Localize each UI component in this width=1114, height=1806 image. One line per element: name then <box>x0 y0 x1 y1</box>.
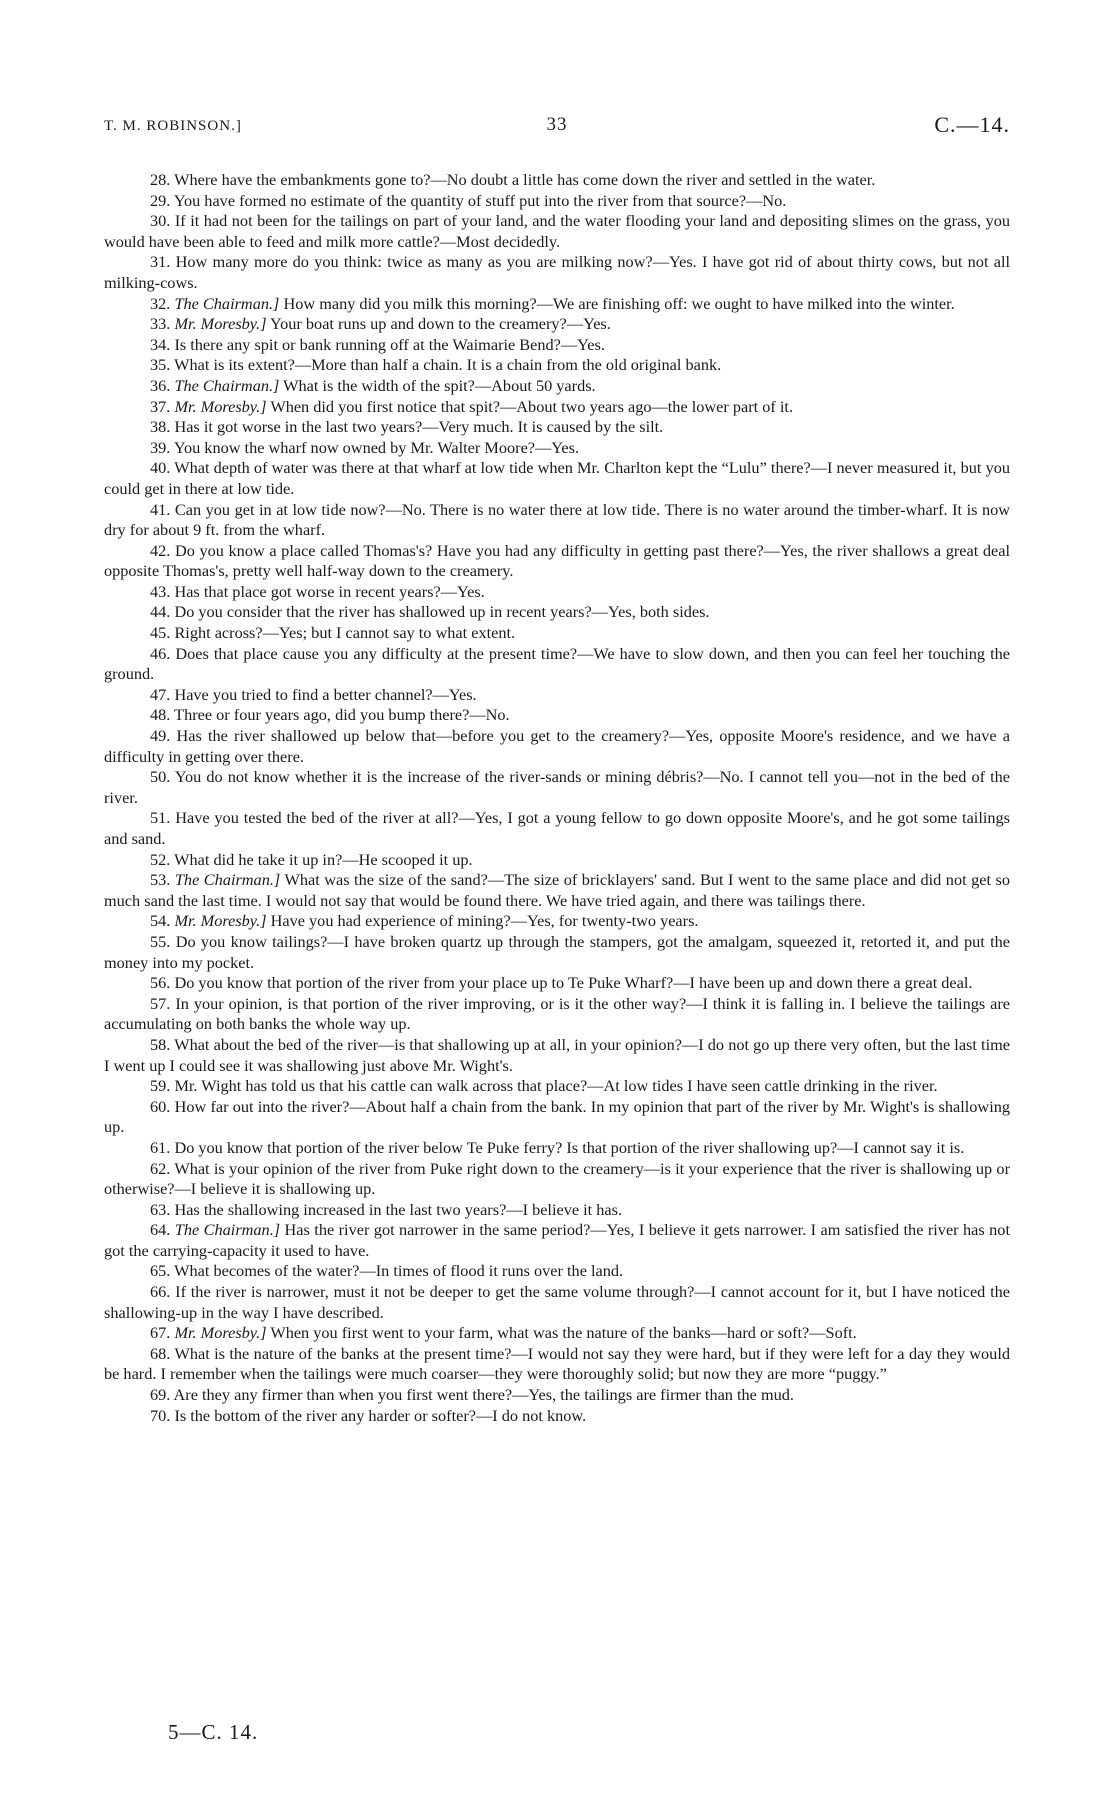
qa-entry <box>104 582 1010 603</box>
question-answer-text: Has the river got narrower in the same period?—Yes, I believe it gets narrower. I am satisfied the river has not got the carrying-capacity it used to have. <box>104 1220 1010 1260</box>
question-number: 33. <box>150 314 171 334</box>
question-answer-text: How far out into the river?—About half a chain from the bank. In my opinion that part of the river by Mr. Wight's is shallowing up. <box>104 1096 1010 1137</box>
question-answer-text: When did you first notice that spit?—About two years ago—the lower part of it. <box>270 396 794 416</box>
qa-entry <box>104 808 1010 849</box>
question-answer-text: Has the shallowing increased in the last two years?—I believe it has. <box>174 1199 623 1219</box>
page-header <box>104 112 1010 142</box>
question-number: 59. <box>150 1076 171 1096</box>
qa-entry <box>104 294 1010 315</box>
qa-entry <box>104 1385 1010 1406</box>
qa-entry <box>104 1097 1010 1138</box>
question-number: 70. <box>150 1405 171 1425</box>
qa-entry <box>104 355 1010 376</box>
question-answer-text: What is the width of the spit?—About 50 yards. <box>283 375 596 395</box>
question-answer-text: What is your opinion of the river from Puke right down to the creamery—is it your experience that the river is shallowing up or otherwise?—I believe it is shallowing up. <box>104 1158 1010 1199</box>
question-number: 30. <box>150 211 171 231</box>
question-number: 48. <box>150 705 171 725</box>
question-answer-text: How many more do you think: twice as many as you are milking now?—Yes. I have got rid of about thirty cows, but not all milking-cows. <box>104 252 1010 292</box>
qa-entry <box>104 397 1010 418</box>
question-answer-text: What did he take it up in?—He scooped it up. <box>174 849 473 869</box>
question-answer-text: How many did you milk this morning?—We are finishing off: we ought to have milked into the winter. <box>283 293 955 313</box>
question-number: 50. <box>150 767 171 787</box>
speaker-label: Mr. Moresby.] <box>174 911 267 931</box>
question-number: 32. <box>150 293 171 313</box>
header-witness-name: T. M. ROBINSON.] <box>104 118 242 134</box>
speaker-label: Mr. Moresby.] <box>174 314 267 334</box>
qa-entry <box>104 500 1010 541</box>
footer-signature-mark: 5—C. 14. <box>168 1720 259 1744</box>
question-answer-text: What becomes of the water?—In times of flood it runs over the land. <box>174 1261 624 1281</box>
question-number: 37. <box>150 396 171 416</box>
question-number: 42. <box>150 540 171 560</box>
question-answer-text: You do not know whether it is the increase of the river-sands or mining débris?—No. I cannot tell you—not in the bed of the river. <box>104 767 1010 807</box>
question-answer-text: Do you know tailings?—I have broken quartz up through the stampers, got the amalgam, squeezed it, retorted it, and put the money into my pocket. <box>104 931 1010 972</box>
qa-entry <box>104 1159 1010 1200</box>
question-number: 41. <box>150 499 171 519</box>
question-number: 49. <box>150 726 171 746</box>
qa-entry <box>104 1076 1010 1097</box>
speaker-label: The Chairman.] <box>174 375 280 395</box>
qa-entry <box>104 1282 1010 1323</box>
qa-entry <box>104 314 1010 335</box>
question-answer-text: Do you know that portion of the river below Te Puke ferry? Is that portion of the river shallowing up?—I cannot say it is. <box>174 1137 965 1157</box>
question-number: 39. <box>150 437 171 457</box>
question-answer-text: Do you know that portion of the river from your place up to Te Puke Wharf?—I have been up and down there a great deal. <box>174 973 973 993</box>
qa-entry <box>104 767 1010 808</box>
question-number: 64. <box>150 1220 171 1240</box>
question-answer-text: Three or four years ago, did you bump there?—No. <box>174 705 510 725</box>
question-answer-text: Your boat runs up and down to the creamery?—Yes. <box>270 314 611 334</box>
question-number: 34. <box>150 334 171 354</box>
question-answer-text: Has that place got worse in recent years?—Yes. <box>174 581 485 601</box>
question-answer-text: Where have the embankments gone to?—No doubt a little has come down the river and settled in the water. <box>174 170 876 189</box>
question-number: 67. <box>150 1323 171 1343</box>
question-number: 43. <box>150 581 171 601</box>
qa-entry <box>104 376 1010 397</box>
question-number: 69. <box>150 1385 171 1405</box>
qa-entry <box>104 252 1010 293</box>
question-number: 53. <box>150 870 171 890</box>
question-answer-text: What is its extent?—More than half a chain. It is a chain from the old original bank. <box>174 355 722 375</box>
question-number: 66. <box>150 1282 171 1302</box>
qa-entry <box>104 705 1010 726</box>
qa-entry <box>104 1406 1010 1427</box>
question-number: 52. <box>150 849 171 869</box>
speaker-label: Mr. Moresby.] <box>174 396 267 416</box>
qa-entry <box>104 1261 1010 1282</box>
question-number: 63. <box>150 1199 171 1219</box>
question-answer-text: Have you tried to find a better channel?—Yes. <box>174 684 477 704</box>
qa-entry <box>104 458 1010 499</box>
question-number: 31. <box>150 252 171 272</box>
qa-entry <box>104 1220 1010 1261</box>
qa-entry <box>104 417 1010 438</box>
question-answer-text: When you first went to your farm, what was the nature of the banks—hard or soft?—Soft. <box>270 1323 857 1343</box>
question-number: 35. <box>150 355 171 375</box>
question-number: 56. <box>150 973 171 993</box>
question-answer-text: In your opinion, is that portion of the river improving, or is it the other way?—I think it is falling in. I believe the tailings are accumulating on both banks the whole way up. <box>104 993 1010 1034</box>
qa-entry <box>104 726 1010 767</box>
question-number: 46. <box>150 643 171 663</box>
question-answer-text: If the river is narrower, must it not be deeper to get the same volume through?—I cannot account for it, but I have noticed the shallowing-up in the way I have described. <box>104 1282 1010 1322</box>
question-number: 28. <box>150 170 171 189</box>
question-number: 55. <box>150 931 171 951</box>
question-number: 40. <box>150 458 171 478</box>
qa-entry <box>104 602 1010 623</box>
speaker-label: Mr. Moresby.] <box>174 1323 267 1343</box>
speaker-label: The Chairman.] <box>174 870 281 890</box>
qa-entry <box>104 623 1010 644</box>
qa-entry <box>104 541 1010 582</box>
question-answer-text: What about the bed of the river—is that shallowing up at all, in your opinion?—I do not go up there very often, but the last time I went up I could see it was shallowing just above Mr. Wight's. <box>104 1034 1010 1075</box>
qa-entry <box>104 170 1010 191</box>
speaker-label: The Chairman.] <box>174 293 280 313</box>
question-answer-text: What was the size of the sand?—The size of bricklayers' sand. But I went to the same place and did not get so much sand the last time. I would not say that would be found there. We have tried again, and there was tailings there. <box>104 870 1010 910</box>
question-answer-text: What is the nature of the banks at the present time?—I would not say they were hard, but if they were left for a day they would be hard. I remember when the tailings were much coarser—they were thoroughly solid; but now they are more “puggy.” <box>104 1343 1010 1384</box>
question-answer-text: Does that place cause you any difficulty at the present time?—We have to slow down, and then you can feel her touching the ground. <box>104 643 1010 684</box>
document-reference: C.—14. <box>934 112 1010 137</box>
qa-entry <box>104 850 1010 871</box>
question-answer-text: Have you tested the bed of the river at all?—Yes, I got a young fellow to go down opposite Moore's, and he got some tailings and sand. <box>104 808 1010 848</box>
question-answer-text: Has it got worse in the last two years?—Very much. It is caused by the silt. <box>174 417 664 437</box>
question-answer-text: Are they any firmer than when you first went there?—Yes, the tailings are firmer than the mud. <box>173 1385 794 1405</box>
question-answer-text: Has the river shallowed up below that—before you get to the creamery?—Yes, opposite Moore's residence, and we have a difficulty in getting over there. <box>104 726 1010 766</box>
question-answer-text: Is the bottom of the river any harder or softer?—I do not know. <box>174 1405 587 1425</box>
question-answer-text: Do you know a place called Thomas's? Have you had any difficulty in getting past there?—Yes, the river shallows a great deal opposite Thomas's, pretty well half-way down to the creamery. <box>104 540 1010 581</box>
question-number: 61. <box>150 1137 171 1157</box>
question-answer-text: Is there any spit or bank running off at the Waimarie Bend?—Yes. <box>174 334 605 354</box>
question-number: 44. <box>150 602 171 622</box>
question-answer-text: Mr. Wight has told us that his cattle can walk across that place?—At low tides I have seen cattle drinking in the river. <box>174 1076 938 1096</box>
qa-entry <box>104 335 1010 356</box>
question-answer-text: Can you get in at low tide now?—No. There is no water there at low tide. There is no water around the timber-wharf. It is now dry for about 9 ft. from the wharf. <box>104 499 1010 540</box>
question-number: 47. <box>150 684 171 704</box>
question-answer-text: You know the wharf now owned by Mr. Walter Moore?—Yes. <box>173 437 580 457</box>
qa-entry <box>104 644 1010 685</box>
question-number: 60. <box>150 1096 171 1116</box>
question-answer-text: You have formed no estimate of the quantity of stuff put into the river from that source?—No. <box>173 190 787 210</box>
qa-entry <box>104 438 1010 459</box>
question-number: 45. <box>150 623 171 643</box>
qa-entry <box>104 685 1010 706</box>
qa-entry <box>104 1344 1010 1385</box>
testimony-body <box>104 170 1010 1426</box>
question-number: 68. <box>150 1343 171 1363</box>
question-number: 62. <box>150 1158 171 1178</box>
question-number: 65. <box>150 1261 171 1281</box>
qa-entry <box>104 1138 1010 1159</box>
page-number: 33 <box>546 114 568 135</box>
question-number: 29. <box>150 190 171 210</box>
qa-entry <box>104 1200 1010 1221</box>
qa-entry <box>104 870 1010 911</box>
qa-entry <box>104 973 1010 994</box>
qa-entry <box>104 191 1010 212</box>
question-answer-text: What depth of water was there at that wharf at low tide when Mr. Charlton kept the “Lulu” there?—I never measured it, but you could get in there at low tide. <box>104 458 1010 498</box>
qa-entry <box>104 1035 1010 1076</box>
speaker-label: The Chairman.] <box>174 1220 281 1240</box>
qa-entry <box>104 932 1010 973</box>
question-number: 51. <box>150 808 171 828</box>
question-answer-text: Have you had experience of mining?—Yes, for twenty-two years. <box>270 911 699 931</box>
question-number: 36. <box>150 375 171 395</box>
qa-entry <box>104 911 1010 932</box>
question-answer-text: Right across?—Yes; but I cannot say to what extent. <box>174 623 516 643</box>
question-number: 54. <box>150 911 171 931</box>
qa-entry <box>104 1323 1010 1344</box>
question-number: 38. <box>150 417 171 437</box>
qa-entry <box>104 211 1010 252</box>
question-answer-text: Do you consider that the river has shallowed up in recent years?—Yes, both sides. <box>174 602 710 622</box>
question-answer-text: If it had not been for the tailings on part of your land, and the water flooding your land and depositing slimes on the grass, you would have been able to feed and milk more cattle?—Most decidedly. <box>104 211 1010 251</box>
question-number: 57. <box>150 993 171 1013</box>
qa-entry <box>104 994 1010 1035</box>
question-number: 58. <box>150 1034 171 1054</box>
